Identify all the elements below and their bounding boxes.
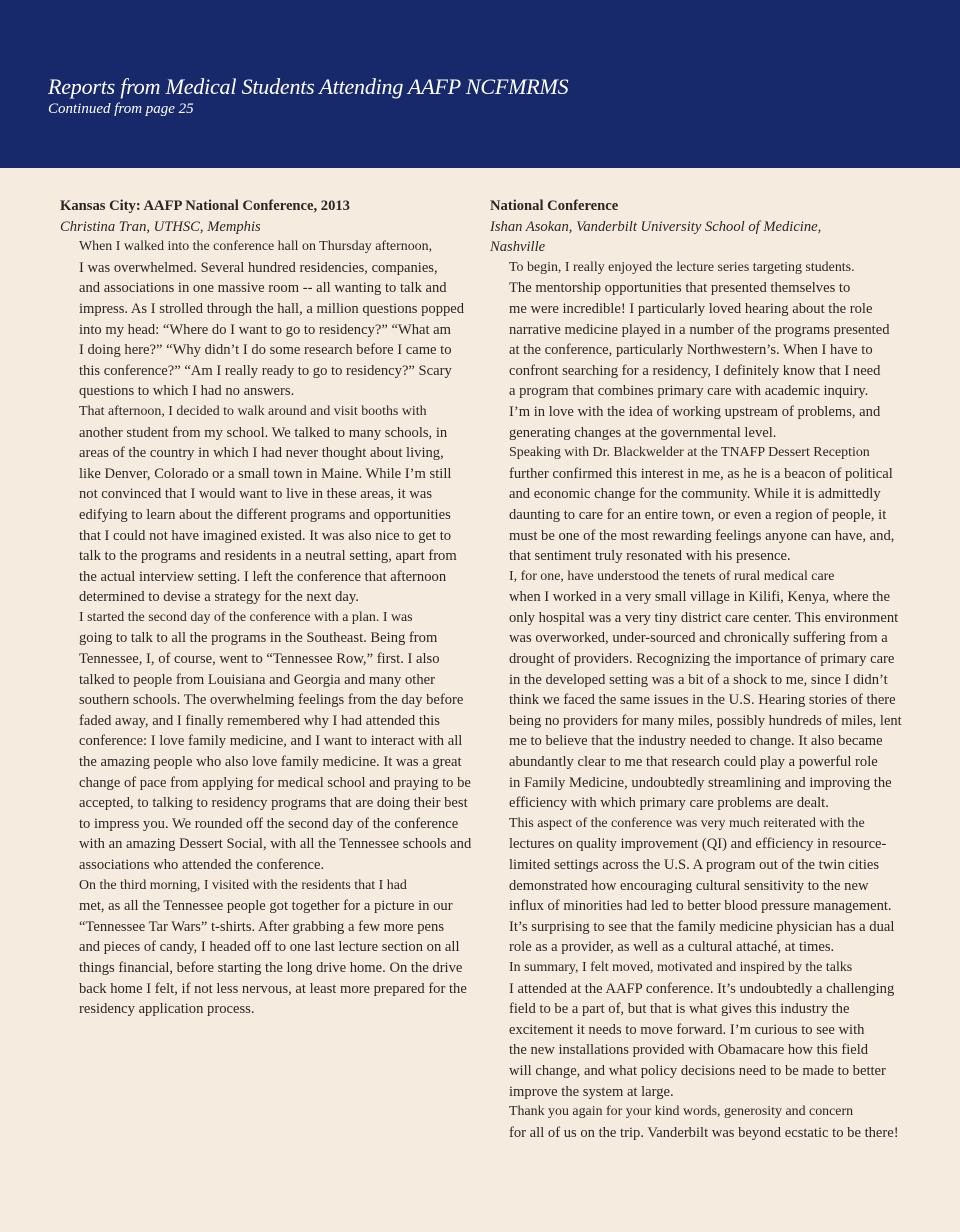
- text-line: further confirmed this interest in me, as he is a beacon of political: [509, 465, 893, 482]
- text-line: me were incredible! I particularly loved hearing about the role: [509, 300, 873, 317]
- text-line: limited settings across the U.S. A program out of the twin cities: [509, 857, 880, 873]
- text-line: I was overwhelmed. Several hundred residencies, companies,: [79, 259, 438, 276]
- byline-line: Nashville: [490, 239, 546, 256]
- text-line: into my head: “Where do I want to go to residency?” “What am: [79, 321, 451, 338]
- text-line: I started the second day of the conference with a plan. I was: [79, 609, 413, 625]
- text-line: that I could not have imagined existed. It was also nice to get to: [79, 527, 452, 544]
- text-line: to impress you. We rounded off the second day of the conference: [79, 815, 459, 832]
- text-line: When I walked into the conference hall on Thursday afternoon,: [79, 239, 433, 255]
- right-article-body: [490, 258, 902, 1144]
- text-line: impress. As I strolled through the hall, a million questions popped: [79, 300, 465, 317]
- text-line: another student from my school. We talked to many schools, in: [79, 424, 448, 441]
- left-article: [60, 196, 472, 1020]
- text-line: back home I felt, if not less nervous, at least more prepared for the: [79, 980, 467, 997]
- text-line: edifying to learn about the different programs and opportunities: [79, 506, 451, 523]
- text-line: I doing here?” “Why didn’t I do some research before I came to: [79, 342, 452, 359]
- text-line: talk to the programs and residents in a neutral setting, apart from: [79, 548, 457, 565]
- text-line: met, as all the Tennessee people got together for a picture in our: [79, 898, 453, 915]
- paragraph: [490, 567, 902, 814]
- right-article-heading: National Conference: [490, 198, 619, 214]
- text-line: and associations in one massive room -- all wanting to talk and: [79, 280, 447, 297]
- text-line: me to believe that the industry needed to change. It also became: [509, 733, 883, 750]
- text-line: improve the system at large.: [509, 1083, 674, 1100]
- left-article-body: [60, 237, 472, 1020]
- page-subtitle: Continued from page 25: [48, 101, 194, 117]
- page-title: Reports from Medical Students Attending AAFP NCFMRMS: [48, 74, 569, 99]
- text-line: for all of us on the trip. Vanderbilt was beyond ecstatic to be there!: [509, 1124, 899, 1141]
- text-line: On the third morning, I visited with the residents that I had: [79, 877, 407, 893]
- text-line: things financial, before starting the long drive home. On the drive: [79, 959, 463, 976]
- text-line: in the developed setting was a bit of a shock to me, since I didn’t: [509, 671, 888, 688]
- text-line: and pieces of candy, I headed off to one last lecture section on all: [79, 939, 460, 956]
- paragraph: [60, 876, 472, 1020]
- text-line: the amazing people who also love family medicine. It was a great: [79, 754, 462, 771]
- text-line: I attended at the AAFP conference. It’s undoubtedly a challenging: [509, 980, 895, 997]
- header-banner: [0, 0, 960, 168]
- text-line: conference: I love family medicine, and I want to interact with all: [79, 733, 463, 750]
- text-line: was overworked, under-sourced and chronically suffering from a: [509, 630, 888, 647]
- byline-line: Ishan Asokan, Vanderbilt University School of Medicine,: [490, 218, 822, 235]
- left-article-byline: Christina Tran, UTHSC, Memphis: [60, 218, 261, 235]
- paragraph: [60, 237, 472, 402]
- paragraph: [490, 443, 902, 567]
- paragraph: [60, 402, 472, 608]
- text-line: generating changes at the governmental level.: [509, 424, 777, 441]
- right-article-byline: [490, 217, 902, 258]
- right-article: [490, 196, 902, 1143]
- text-line: I, for one, have understood the tenets of rural medical care: [509, 568, 835, 584]
- text-line: To begin, I really enjoyed the lecture series targeting students.: [509, 259, 855, 275]
- text-line: Thank you again for your kind words, generosity and concern: [509, 1104, 854, 1120]
- paragraph: [490, 258, 902, 443]
- paragraph: [490, 958, 902, 1102]
- text-line: with an amazing Dessert Social, with all the Tennessee schools and: [79, 836, 472, 853]
- text-line: influx of minorities had led to better blood pressure management.: [509, 898, 892, 915]
- text-line: excitement it needs to move forward. I’m curious to see with: [509, 1021, 865, 1038]
- text-line: going to talk to all the programs in the Southeast. Being from: [79, 630, 438, 647]
- text-line: narrative medicine played in a number of the programs presented: [509, 321, 890, 338]
- text-line: areas of the country in which I had never thought about living,: [79, 445, 444, 462]
- text-line: questions to which I had no answers.: [79, 383, 295, 400]
- text-line: field to be a part of, but that is what gives this industry the: [509, 1001, 850, 1018]
- text-line: must be one of the most rewarding feelings anyone can have, and,: [509, 527, 895, 544]
- text-line: It’s surprising to see that the family medicine physician has a dual: [509, 918, 895, 935]
- text-line: residency application process.: [79, 1001, 255, 1018]
- text-line: confront searching for a residency, I definitely know that I need: [509, 362, 881, 379]
- text-line: Tennessee, I, of course, went to “Tennessee Row,” first. I also: [79, 651, 440, 668]
- text-line: will change, and what policy decisions need to be made to better: [509, 1062, 886, 1079]
- text-line: I’m in love with the idea of working upstream of problems, and: [509, 403, 881, 420]
- text-line: daunting to care for an entire town, or even a region of people, it: [509, 506, 887, 523]
- text-line: accepted, to talking to residency programs that are doing their best: [79, 795, 468, 812]
- text-line: determined to devise a strategy for the next day.: [79, 589, 359, 606]
- text-line: in Family Medicine, undoubtedly streamlining and improving the: [509, 774, 892, 791]
- text-line: this conference?” “Am I really ready to go to residency?” Scary: [79, 362, 452, 379]
- text-line: southern schools. The overwhelming feelings from the day before: [79, 692, 464, 709]
- text-line: and economic change for the community. While it is admittedly: [509, 486, 881, 503]
- left-article-heading: Kansas City: AAFP National Conference, 2013: [60, 198, 350, 214]
- text-line: lectures on quality improvement (QI) and efficiency in resource-: [509, 836, 887, 853]
- text-line: abundantly clear to me that research could play a powerful role: [509, 754, 878, 771]
- text-line: not convinced that I would want to live in these areas, it was: [79, 486, 432, 503]
- text-line: This aspect of the conference was very much reiterated with the: [509, 815, 865, 831]
- text-line: faded away, and I finally remembered why I had attended this: [79, 712, 440, 729]
- paragraph: [60, 608, 472, 876]
- text-line: demonstrated how encouraging cultural sensitivity to the new: [509, 877, 869, 894]
- text-line: at the conference, particularly Northwestern’s. When I have to: [509, 342, 873, 359]
- text-line: only hospital was a very tiny district care center. This environment: [509, 609, 899, 626]
- paragraph: [490, 1102, 902, 1143]
- text-line: talked to people from Louisiana and Georgia and many other: [79, 671, 435, 688]
- text-line: think we faced the same issues in the U.S. Hearing stories of there: [509, 692, 896, 709]
- text-line: associations who attended the conference.: [79, 857, 325, 873]
- text-line: the new installations provided with Obamacare how this field: [509, 1042, 869, 1059]
- text-line: change of pace from applying for medical school and praying to be: [79, 774, 471, 791]
- text-line: like Denver, Colorado or a small town in Maine. While I’m still: [79, 465, 452, 482]
- paragraph: [490, 814, 902, 958]
- text-line: That afternoon, I decided to walk around and visit booths with: [79, 403, 427, 419]
- text-line: The mentorship opportunities that presented themselves to: [509, 280, 851, 297]
- text-line: In summary, I felt moved, motivated and inspired by the talks: [509, 959, 853, 975]
- text-line: a program that combines primary care with academic inquiry.: [509, 383, 869, 400]
- text-line: efficiency with which primary care problems are dealt.: [509, 795, 829, 812]
- text-line: “Tennessee Tar Wars” t-shirts. After grabbing a few more pens: [79, 918, 445, 935]
- text-line: when I worked in a very small village in Kilifi, Kenya, where the: [509, 589, 890, 606]
- text-line: being no providers for many miles, possibly hundreds of miles, lent: [509, 712, 902, 729]
- text-line: that sentiment truly resonated with his presence.: [509, 548, 791, 565]
- text-line: the actual interview setting. I left the conference that afternoon: [79, 568, 447, 585]
- text-line: Speaking with Dr. Blackwelder at the TNAFP Dessert Reception: [509, 445, 870, 461]
- text-line: role as a provider, as well as a cultural attaché, at times.: [509, 939, 835, 956]
- text-line: drought of providers. Recognizing the importance of primary care: [509, 651, 895, 668]
